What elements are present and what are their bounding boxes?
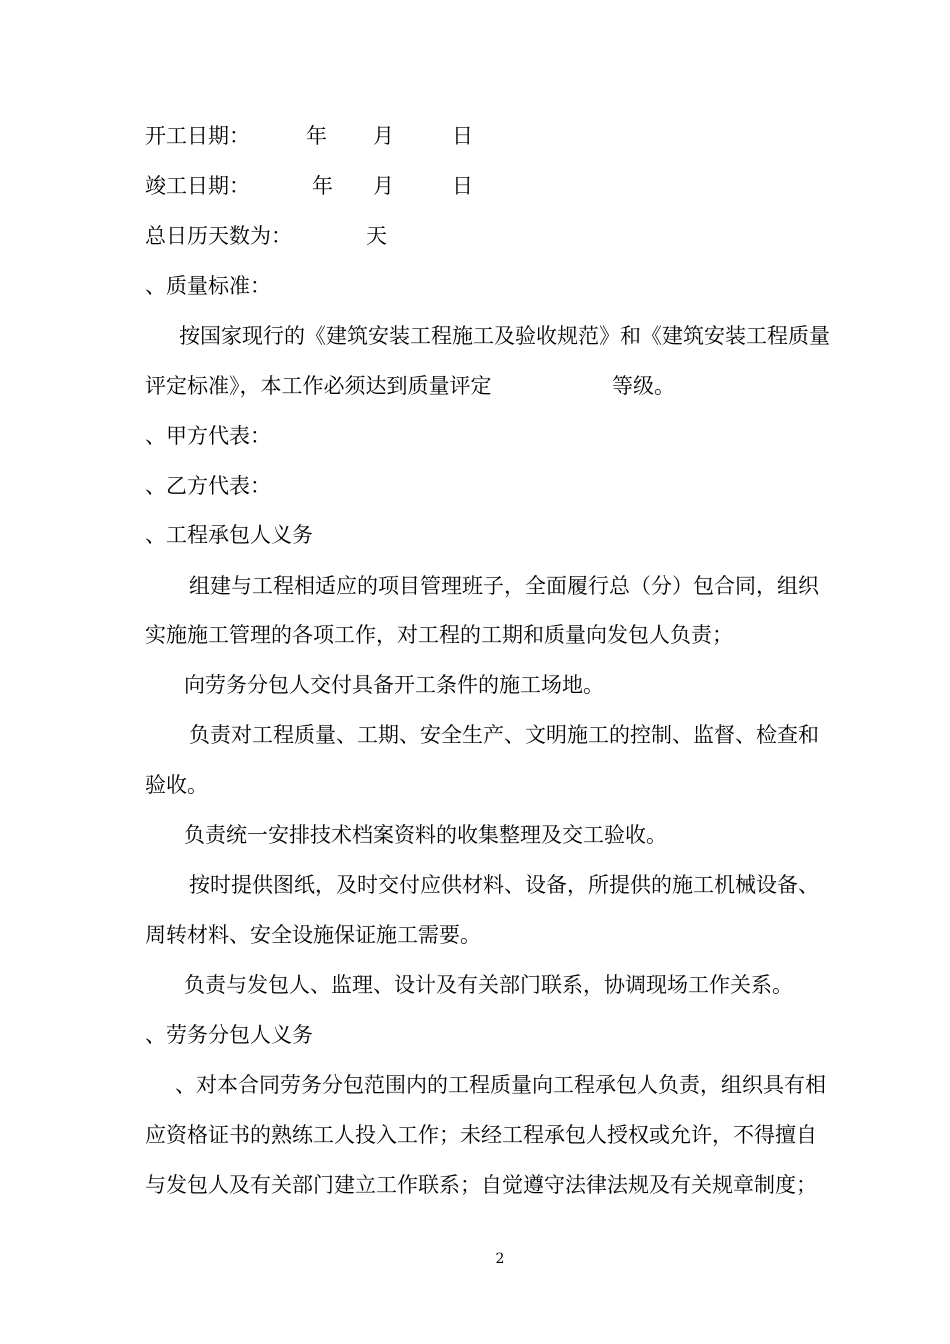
total-days-unit: 天 xyxy=(366,224,387,248)
page-number: 2 xyxy=(495,1251,505,1267)
contractor-item-3-line-2: 验收。 xyxy=(145,773,208,797)
quality-grade-end: 等级。 xyxy=(612,374,675,398)
total-days-label: 总日历天数为： xyxy=(145,224,292,248)
start-date-day: 日 xyxy=(452,124,473,148)
subcontractor-item-1-line-3: 与发包人及有关部门建立工作联系；自觉遵守法律法规及有关规章制度； xyxy=(145,1173,817,1197)
start-date-year: 年 xyxy=(306,124,327,148)
subcontractor-heading: 、劳务分包人义务 xyxy=(145,1023,313,1047)
party-b-heading: 、乙方代表： xyxy=(145,474,271,498)
start-date-month: 月 xyxy=(373,124,394,148)
completion-date-day: 日 xyxy=(452,174,473,198)
party-a-heading: 、甲方代表： xyxy=(145,424,271,448)
quality-para-line-2-text: 评定标准》，本工作必须达到质量评定 xyxy=(145,374,492,398)
contractor-item-5-line-2: 周转材料、安全设施保证施工需要。 xyxy=(145,923,481,947)
completion-date-month: 月 xyxy=(373,174,394,198)
subcontractor-item-1-line-2: 应资格证书的熟练工人投入工作；未经工程承包人授权或允许，不得擅自 xyxy=(145,1123,817,1147)
contractor-item-3-line-1: 负责对工程质量、工期、安全生产、文明施工的控制、监督、检查和 xyxy=(189,723,819,747)
contractor-item-1-line-2: 实施施工管理的各项工作，对工程的工期和质量向发包人负责； xyxy=(145,623,733,647)
quality-para-line-1: 按国家现行的《建筑安装工程施工及验收规范》和《建筑安装工程质量 xyxy=(179,324,830,348)
start-date-label: 开工日期： xyxy=(145,124,250,148)
subcontractor-item-1-line-1: 、对本合同劳务分包范围内的工程质量向工程承包人负责，组织具有相 xyxy=(175,1073,826,1097)
contractor-item-6: 负责与发包人、监理、设计及有关部门联系，协调现场工作关系。 xyxy=(184,973,793,997)
contractor-item-2: 向劳务分包人交付具备开工条件的施工场地。 xyxy=(184,673,604,697)
completion-date-label: 竣工日期： xyxy=(145,174,250,198)
contractor-item-1-line-1: 组建与工程相适应的项目管理班子，全面履行总（分）包合同，组织 xyxy=(189,574,819,598)
quality-heading: 、质量标准： xyxy=(145,274,271,298)
contractor-item-4: 负责统一安排技术档案资料的收集整理及交工验收。 xyxy=(184,823,667,847)
completion-date-year: 年 xyxy=(312,174,333,198)
contractor-item-5-line-1: 按时提供图纸，及时交付应供材料、设备，所提供的施工机械设备、 xyxy=(189,873,819,897)
contractor-heading: 、工程承包人义务 xyxy=(145,523,313,547)
